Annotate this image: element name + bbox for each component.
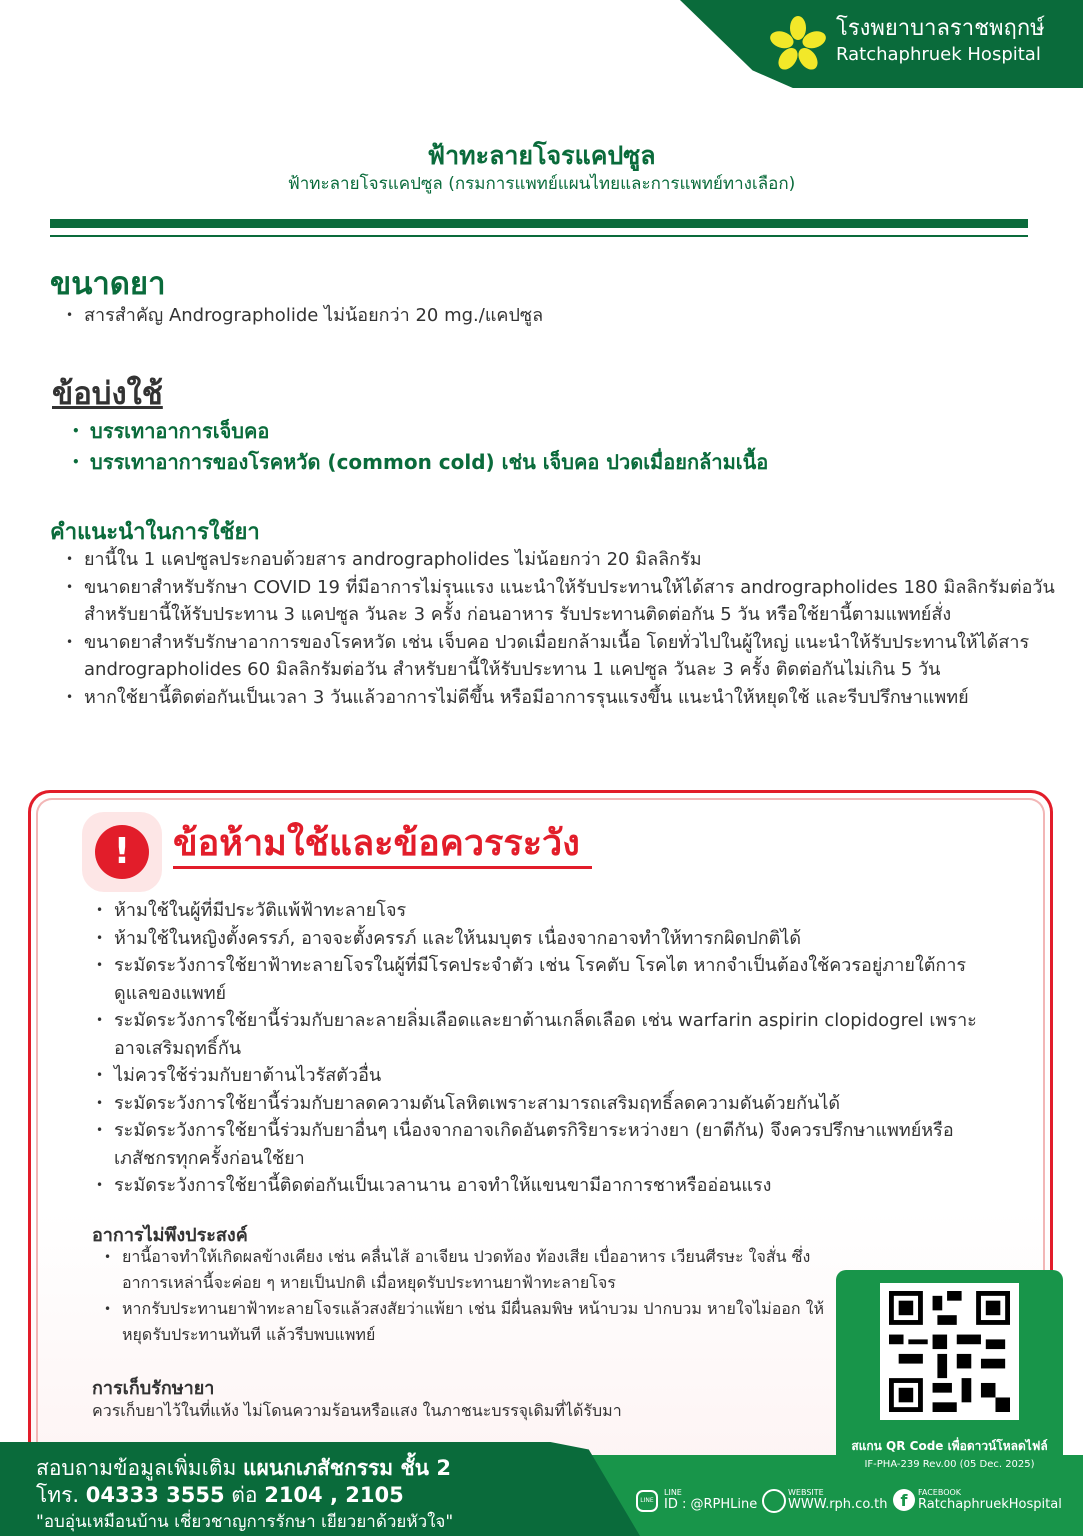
indications-heading: ข้อบ่งใช้ xyxy=(52,376,163,412)
list-item: • ยานี้อาจทำให้เกิดผลข้างเคียง เช่น คลื่นไส้ อาเจียน ปวดท้อง ท้องเสีย เบื่ออาหาร เวียนศีรษะ ใจสั่น ซึ่งอาการเหล่านี้จะค่อย ๆ หายเป็นปกติ เมื่อหยุดรับประทานยาฟ้าทะลายโจร xyxy=(100,1244,830,1296)
divider xyxy=(50,235,1028,237)
list-item: • หากรับประทานยาฟ้าทะลายโจรแล้วสงสัยว่าแพ้ยา เช่น มีผื่นลมพิษ หน้าบวม ปากบวม หายใจไม่ออก ให้หยุดรับประทานทันที แล้วรีบพบแพทย์ xyxy=(100,1296,830,1348)
list-item: • หากใช้ยานี้ติดต่อกันเป็นเวลา 3 วันแล้วอาการไม่ดีขึ้น หรือมีอาการรุนแรงขึ้น แนะนำให้หยุดใช้ และรีบปรึกษาแพทย์ xyxy=(62,684,1077,712)
dosage-heading: ขนาดยา xyxy=(50,266,166,302)
list-item: • ห้ามใช้ในหญิงตั้งครรภ์, อาจจะตั้งครรภ์ และให้นมบุตร เนื่องจากอาจทำให้ทารกผิดปกติได้ xyxy=(92,925,992,953)
list-item: • ห้ามใช้ในผู้ที่มีประวัติแพ้ฟ้าทะลายโจร xyxy=(92,897,992,925)
exclamation-icon: ! xyxy=(82,812,162,892)
list-item: • ไม่ควรใช้ร่วมกับยาต้านไวรัสตัวอื่น xyxy=(92,1062,992,1090)
indications-list xyxy=(68,416,1048,478)
usage-list xyxy=(62,546,1077,711)
line-link[interactable]: LINE ID : @RPHLine xyxy=(664,1488,758,1512)
list-item: • บรรเทาอาการของโรคหวัด (common cold) เช่น เจ็บคอ ปวดเมื่อยกล้ามเนื้อ xyxy=(68,447,1048,478)
facebook-icon: f xyxy=(893,1489,915,1511)
revision-code: IF-PHA-239 Rev.00 (05 Dec. 2025) xyxy=(864,1459,1035,1470)
list-item: • ระมัดระวังการใช้ยานี้ร่วมกับยาละลายลิ่มเลือดและยาต้านเกล็ดเลือด เช่น warfarin aspirin clopidogrel เพราะอาจเสริมฤทธิ์กัน xyxy=(92,1007,992,1062)
list-item: • ระมัดระวังการใช้ยานี้ติดต่อกันเป็นเวลานาน อาจทำให้แขนขามีอาการชาหรืออ่อนแรง xyxy=(92,1172,992,1200)
globe-icon xyxy=(762,1489,786,1513)
footer-inquiry: สอบถามข้อมูลเพิ่มเติม แผนกเภสัชกรรม ชั้น 2 xyxy=(36,1456,451,1480)
flower-logo-icon xyxy=(768,14,828,74)
line-icon: LINE xyxy=(636,1490,658,1512)
side-effects-list xyxy=(100,1244,830,1348)
footer-slogan: "อบอุ่นเหมือนบ้าน เชี่ยวชาญการรักษา เยียวยาด้วยหัวใจ" xyxy=(36,1512,454,1532)
footer-phone: โทร. 04333 3555 ต่อ 2104 , 2105 xyxy=(36,1483,404,1507)
warnings-heading: ข้อห้ามใช้และข้อควรระวัง xyxy=(173,822,592,869)
website-link[interactable]: WEBSITE WWW.rph.co.th xyxy=(788,1488,888,1512)
hospital-name-th: โรงพยาบาลราชพฤกษ์ xyxy=(836,16,1045,41)
divider xyxy=(50,219,1028,228)
list-item: • บรรเทาอาการเจ็บคอ xyxy=(68,416,1048,447)
hospital-name-en: Ratchaphruek Hospital xyxy=(836,44,1041,65)
qr-code[interactable] xyxy=(880,1283,1019,1420)
list-item: • ระมัดระวังการใช้ยานี้ร่วมกับยาลดความดันโลหิตเพราะสามารถเสริมฤทธิ์ลดความดันด้วยกันได้ xyxy=(92,1090,992,1118)
warnings-list xyxy=(92,897,992,1200)
list-item: • สารสำคัญ Andrographolide ไม่น้อยกว่า 20 mg./แคปซูล xyxy=(62,302,1042,330)
list-item: • ขนาดยาสำหรับรักษา COVID 19 ที่มีอาการไม่รุนแรง แนะนำให้รับประทานให้ได้สาร andrographolides 180 มิลลิกรัมต่อวัน สำหรับยานี้ให้รับประทาน 3 แคปซูล วันละ 3 ครั้ง ก่อนอาหาร รับประทานติดต่อกัน 5 วัน หรือใช้ยานี้ตามแพทย์สั่ง xyxy=(62,574,1077,629)
page-subtitle: ฟ้าทะลายโจรแคปซูล (กรมการแพทย์แผนไทยและการแพทย์ทางเลือก) xyxy=(287,174,796,194)
dosage-list xyxy=(62,302,1042,330)
list-item: • ระมัดระวังการใช้ยานี้ร่วมกับยาอื่นๆ เนื่องจากอาจเกิดอันตรกิริยาระหว่างยา (ยาตีกัน) จึงควรปรึกษาแพทย์หรือเภสัชกรทุกครั้งก่อนใช้ยา xyxy=(92,1117,992,1172)
page-title: ฟ้าทะลายโจรแคปซูล xyxy=(427,141,656,170)
qr-caption: สแกน QR Code เพื่อดาวน์โหลดไฟล์ xyxy=(851,1439,1048,1453)
qr-code-icon xyxy=(888,1291,1011,1412)
storage-heading: การเก็บรักษายา xyxy=(92,1378,215,1399)
list-item: • ยานี้ใน 1 แคปซูลประกอบด้วยสาร andrographolides ไม่น้อยกว่า 20 มิลลิกรัม xyxy=(62,546,1077,574)
facebook-link[interactable]: FACEBOOK RatchaphruekHospital xyxy=(918,1488,1062,1512)
side-effects-heading: อาการไม่พึงประสงค์ xyxy=(92,1225,248,1246)
storage-text: ควรเก็บยาไว้ในที่แห้ง ไม่โดนความร้อนหรือแสง ในภาชนะบรรจุเดิมที่ได้รับมา xyxy=(92,1401,622,1420)
list-item: • ขนาดยาสำหรับรักษาอาการของโรคหวัด เช่น เจ็บคอ ปวดเมื่อยกล้ามเนื้อ โดยทั่วไปในผู้ใหญ่ แนะนำให้รับประทานให้ได้สาร andrographolides 60 มิลลิกรัมต่อวัน สำหรับยานี้ให้รับประทาน 1 แคปซูล วันละ 3 ครั้ง ติดต่อกันไม่เกิน 5 วัน xyxy=(62,629,1077,684)
usage-heading: คำแนะนำในการใช้ยา xyxy=(50,520,260,545)
list-item: • ระมัดระวังการใช้ยาฟ้าทะลายโจรในผู้ที่มีโรคประจำตัว เช่น โรคตับ โรคไต หากจำเป็นต้องใช้ควรอยู่ภายใต้การดูแลของแพทย์ xyxy=(92,952,992,1007)
